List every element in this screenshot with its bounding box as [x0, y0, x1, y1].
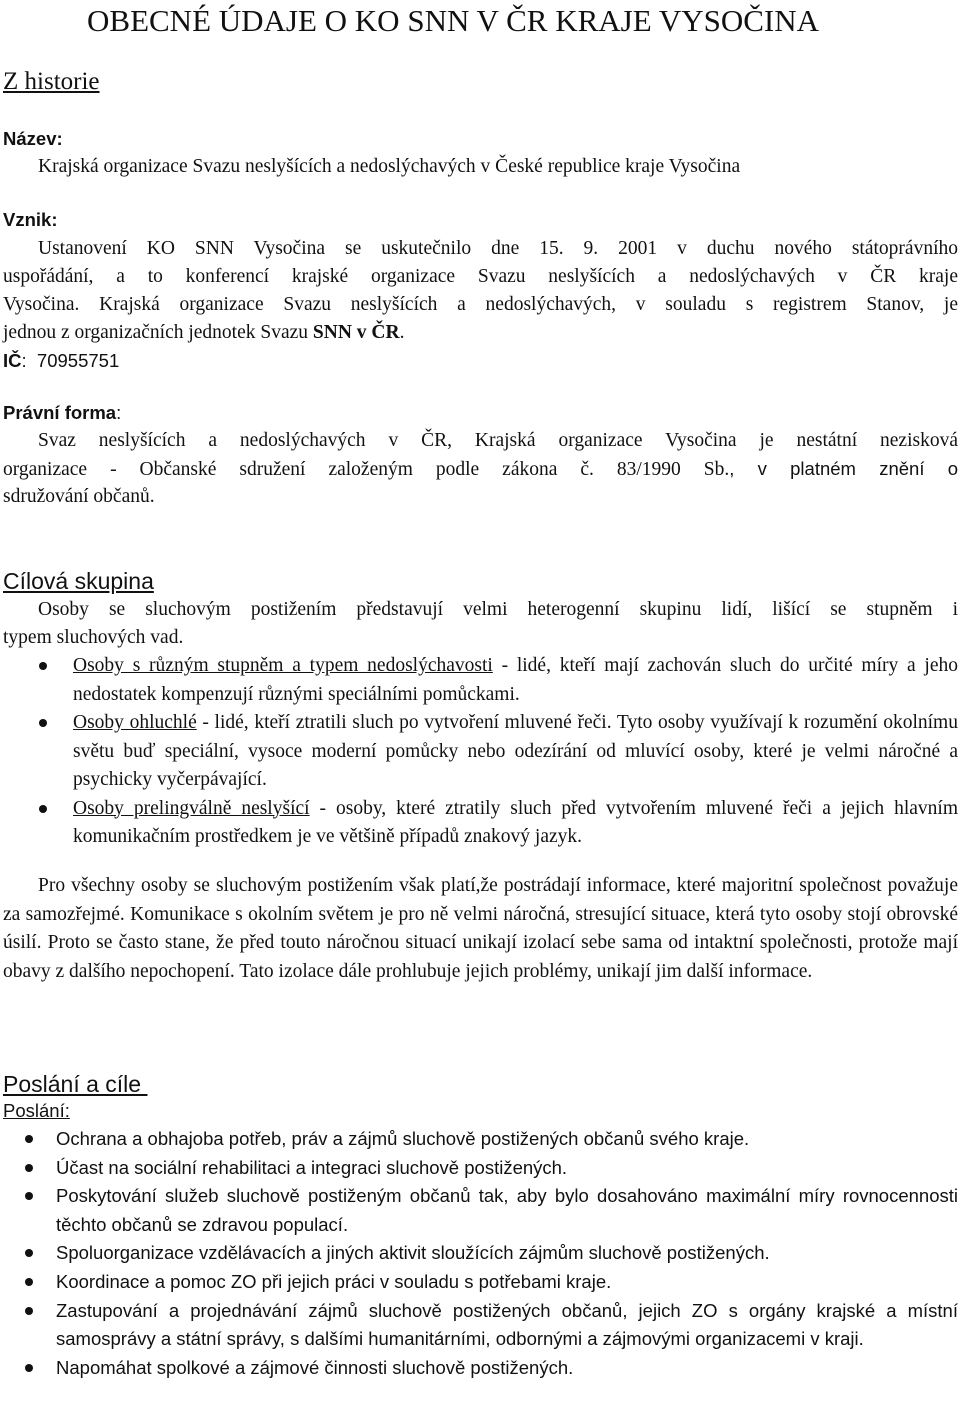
- bullet-icon: [25, 1135, 33, 1143]
- list-item: [73, 709, 958, 795]
- legal-form-line-3: sdružování občanů.: [3, 486, 155, 507]
- ico-value: : 70955751: [21, 350, 120, 371]
- list-item: Spoluorganizace vzdělávacích a jiných aktivit sloužících zájmům sluchově postižených.: [56, 1239, 958, 1268]
- bullet-icon: [39, 805, 47, 813]
- list-item: Zastupování a projednávání zájmů sluchově postižených občanů, jejich ZO s orgány krajské a místní samosprávy a státní správy, s dalšími humanitárními, odbornými a zájmovými organizacemi v kraji.: [56, 1297, 958, 1354]
- origin-line-2: uspořádání, a to konferencí krajské organizace Svazu neslyšících a nedoslýchavých v ČR kraje: [3, 266, 958, 287]
- list-item-text: - lidé, kteří mají zachován sluch do určité míry a jeho nedostatek kompenzují různými speciálními pomůckami.: [73, 655, 958, 705]
- name-label: Název:: [3, 128, 63, 149]
- target-group-heading: Cílová skupina: [3, 568, 154, 594]
- origin-line-4-b: SNN v ČR: [312, 322, 400, 343]
- list-item-term: Osoby ohluchlé: [73, 712, 197, 733]
- target-group-paragraph: Pro všechny osoby se sluchovým postižením však platí,že postrádají informace, které majoritní společnost považuje za samozřejmé. Komunikace s okolním světem je pro ně velmi náročná, stresující situace, která tyto osoby stojí obrovské úsilí. Proto se často stane, že před touto náročnou situací unikají izolací sebe sama od intaktní společnosti, protože mají obavy z dalšího nepochopení. Tato izolace dále prohlubuje jejich problémy, unikají jim další informace.: [3, 875, 958, 982]
- origin-label: Vznik:: [3, 209, 58, 230]
- origin-line-1: Ustanovení KO SNN Vysočina se uskutečnilo dne 15. 9. 2001 v duchu nového státoprávního: [38, 238, 958, 259]
- list-item-term: Osoby prelingválně neslyšící: [73, 797, 310, 819]
- list-item: Účast na sociální rehabilitaci a integraci sluchově postižených.: [56, 1154, 958, 1183]
- list-item-term: Osoby s různým stupněm a typem nedoslýchavosti: [73, 655, 493, 676]
- list-item: Poskytování služeb sluchově postiženým občanů tak, aby bylo dosahováno maximální míry rovnocennosti těchto občanů se zdravou populací.: [56, 1182, 958, 1239]
- list-item-text: - osoby, které ztratily sluch před vytvořením mluvené řeči a jejich hlavním komunikačním prostředkem je ve většině případů znakový jazyk.: [73, 797, 959, 847]
- name-value: Krajská organizace Svazu neslyšících a nedoslýchavých v České republice kraje Vysočina: [38, 156, 741, 177]
- page-title: OBECNÉ ÚDAJE O KO SNN V ČR KRAJE VYSOČINA: [87, 3, 820, 38]
- target-group-intro-line-1: Osoby se sluchovým postižením představují velmi heterogenní skupinu lidí, lišící se stupněm i: [38, 599, 958, 620]
- legal-form-line-2-a: organizace - Občanské sdružení založeným podle zákona č. 83/1990 Sb.: [3, 459, 730, 480]
- legal-form-row: [3, 399, 121, 429]
- origin-line-4: [3, 319, 958, 348]
- target-group-list: [73, 652, 958, 852]
- history-heading: Z historie: [3, 68, 100, 95]
- legal-form-line-1: Svaz neslyšících a nedoslýchavých v ČR, Krajská organizace Vysočina je nestátní nezisková: [38, 430, 958, 451]
- bullet-icon: [25, 1364, 33, 1372]
- list-item: Koordinace a pomoc ZO při jejich práci v souladu s potřebami kraje.: [56, 1268, 958, 1297]
- origin-line-3-b: Krajská organizace Svazu neslyšících a nedoslýchavých, v souladu s registrem Stanov, je: [99, 294, 959, 315]
- mission-heading: [3, 1069, 147, 1099]
- bullet-icon: [25, 1164, 33, 1172]
- target-group-intro-line-2: typem sluchových vad.: [3, 627, 184, 648]
- legal-form-line-2-b: , v platném znění o: [729, 458, 958, 479]
- legal-form-label: Právní forma: [3, 402, 117, 423]
- origin-line-4-a: jednou z organizačních jednotek Svazu: [3, 322, 309, 343]
- list-item: [73, 795, 958, 852]
- bullet-icon: [25, 1278, 33, 1286]
- list-item: Ochrana a obhajoba potřeb, práv a zájmů sluchově postižených občanů svého kraje.: [56, 1125, 958, 1154]
- bullet-icon: [39, 719, 47, 727]
- origin-line-3: [3, 291, 958, 320]
- bullet-icon: [25, 1249, 33, 1257]
- legal-form-line-2: [3, 455, 958, 485]
- ico-label: IČ: [3, 350, 22, 371]
- list-item: Napomáhat spolkové a zájmové činnosti sluchově postižených.: [56, 1354, 958, 1383]
- mission-sublabel: Poslání:: [3, 1100, 70, 1121]
- legal-form-colon: :: [116, 402, 122, 423]
- list-item-text: - lidé, kteří ztratili sluch po vytvoření mluvené řeči. Tyto osoby využívají k rozumění okolnímu světu buď speciální, vysoce moderní pomůcky nebo odezírání od mluvící osoby, které je velmi náročné a psychicky vyčerpávající.: [73, 712, 958, 790]
- bullet-icon: [25, 1192, 33, 1200]
- bullet-icon: [25, 1307, 33, 1315]
- ico-row: [3, 347, 119, 377]
- mission-heading-text: Poslání a cíle: [3, 1071, 148, 1097]
- origin-line-3-a: Vysočina.: [3, 294, 80, 315]
- origin-line-4-c: .: [399, 322, 405, 343]
- list-item: [73, 652, 958, 709]
- bullet-icon: [39, 662, 47, 670]
- mission-list: [56, 1125, 958, 1382]
